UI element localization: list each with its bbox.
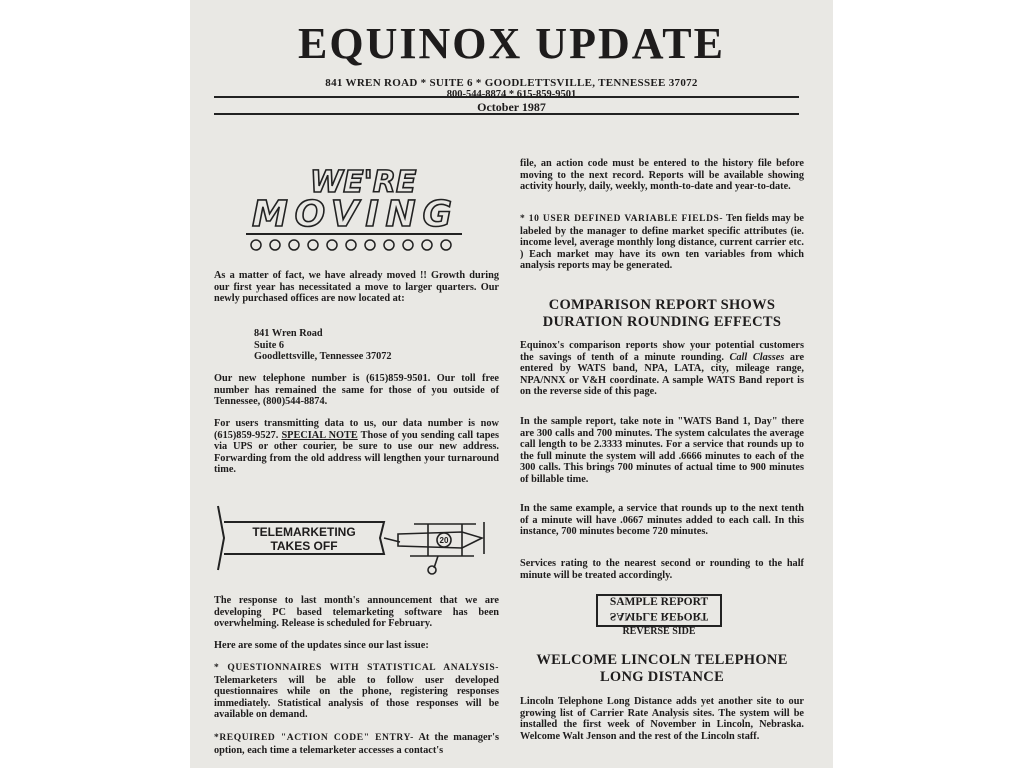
comparison-paragraph-4: Services rating to the nearest second or rounding to the half minute will be treated accordingly.	[520, 558, 804, 581]
lincoln-paragraph: Lincoln Telephone Long Distance adds yet another site to our growing list of Carrier Rate Analysis sites. The system will be installed the first week of November in Lincoln, Nebraska. Welcome Walt Jenson and the rest of the Lincoln staff.	[520, 696, 804, 742]
masthead-rule-top	[214, 96, 799, 98]
comparison-paragraph-3: In the same example, a service that rounds up to the next tenth of a minute will have .0667 minutes added to each call. In this instance, 700 minutes become 720 minutes.	[520, 503, 804, 538]
wheels-row	[251, 240, 451, 250]
address-line: Suite 6	[254, 339, 285, 351]
telemarketing-banner-graphic	[214, 502, 504, 580]
moving-paragraph-3	[214, 418, 499, 476]
telemarketing-paragraph-1: The response to last month's announcement that we are developing PC based telemarketing software has been overwhelming. Release is scheduled for February.	[214, 595, 499, 630]
update-item-text: Telemarketers will be able to follow user developed questionnaires while on the phone, registering responses immediately. Statistical analysis of those responses will be available on demand.	[214, 674, 499, 721]
update-item-text: At the manager's option, each time a telemarketer accesses a contact's	[214, 732, 499, 756]
special-note-label: SPECIAL NOTE	[281, 429, 358, 441]
moving-paragraph-1: As a matter of fact, we have already moved !! Growth during our first year has necessitated a move to larger quarters. Our newly purchased offices are now located at:	[214, 270, 499, 305]
comparison-paragraph-1	[520, 340, 804, 398]
address-line: 841 Wren Road	[254, 328, 323, 339]
masthead-address: 841 WREN ROAD * SUITE 6 * GOODLETTSVILLE, TENNESSEE 37072	[325, 77, 698, 89]
were-moving-graphic	[240, 160, 470, 255]
address-line: Goodlettsville, Tennessee 37072	[254, 351, 392, 363]
update-item-heading: * 10 USER DEFINED VARIABLE FIELDS-	[520, 214, 724, 224]
moving-graphic-text: MOVING	[252, 194, 452, 235]
special-note-text: Those of you sending call tapes via UPS or other courier, be sure to use our new address. Forwarding from the old address will lengthen your turnaround time.	[214, 429, 500, 476]
sample-report-label: SAMPLE REPORT	[609, 596, 709, 608]
sample-report-mirror: SAMPLE REPORT	[609, 610, 709, 622]
plane-number: 20	[439, 536, 449, 545]
call-classes-term: Call Classes	[729, 351, 785, 363]
banner-line-1: TELEMARKETING	[252, 525, 356, 539]
comparison-text: are entered by WATS band, NPA, LATA, city, mileage range, NPA/NNX or V&H coordinate. A sample WATS Band report is on the reverse side of this page.	[520, 351, 805, 398]
comparison-heading	[520, 297, 804, 331]
update-item-variable-fields	[520, 213, 804, 272]
update-item-heading: * QUESTIONNAIRES WITH STATISTICAL ANALYSIS-	[214, 663, 499, 673]
comparison-paragraph-2: In the sample report, take note in "WATS Band 1, Day" there are 300 calls and 700 minutes. The system calculates the average call length to be 2.3333 minutes. For a service that rounds up to the full minute the system will add .6666 minutes to each of the 300 calls. This brings 700 minutes of actual time to 900 minutes of billable time.	[520, 416, 804, 485]
update-item-heading: *REQUIRED "ACTION CODE" ENTRY-	[214, 733, 414, 743]
masthead-rule-bottom	[214, 113, 799, 115]
reverse-side-caption: REVERSE SIDE	[622, 626, 696, 637]
comparison-heading-line-2: DURATION ROUNDING EFFECTS	[542, 314, 782, 330]
issue-date: October 1987	[477, 100, 546, 114]
update-item-questionnaires	[214, 662, 499, 721]
masthead-title: EQUINOX UPDATE	[298, 19, 725, 68]
update-item-action-code	[214, 732, 499, 756]
lincoln-heading	[520, 652, 804, 686]
new-address-block	[254, 328, 484, 363]
newsletter-page	[190, 0, 833, 768]
masthead-phones: 800-544-8874 * 615-859-9501	[446, 89, 577, 100]
sample-report-box	[596, 594, 722, 627]
moving-paragraph-2: Our new telephone number is (615)859-9501. Our toll free number has remained the same for those of you outside of Tennessee, (800)544-8874.	[214, 373, 499, 408]
were-graphic-text: WE'RE	[310, 165, 417, 200]
comparison-heading-line-1: COMPARISON REPORT SHOWS	[548, 297, 776, 313]
comparison-text: Equinox's comparison reports show your potential customers the savings of tenth of a minute rounding.	[520, 340, 804, 363]
biplane-icon	[398, 522, 484, 574]
lincoln-heading-line-2: LONG DISTANCE	[599, 669, 725, 685]
data-number-text: For users transmitting data to us, our data number is now (615)859-9527.	[214, 418, 499, 441]
action-code-continued: file, an action code must be entered to the history file before moving to the next record. Reports will be available showing activity hourly, daily, weekly, month-to-date and year-to-date.	[520, 158, 804, 193]
update-item-text: Ten fields may be labeled by the manager to define market specific attributes (ie. income level, average monthly long distance, current carrier etc. ) Each market may have its own ten variables from which analysis reports may be generated.	[520, 213, 804, 272]
banner-line-2: TAKES OFF	[270, 539, 338, 553]
lincoln-heading-line-1: WELCOME LINCOLN TELEPHONE	[536, 652, 788, 668]
telemarketing-paragraph-2: Here are some of the updates since our last issue:	[214, 640, 429, 651]
